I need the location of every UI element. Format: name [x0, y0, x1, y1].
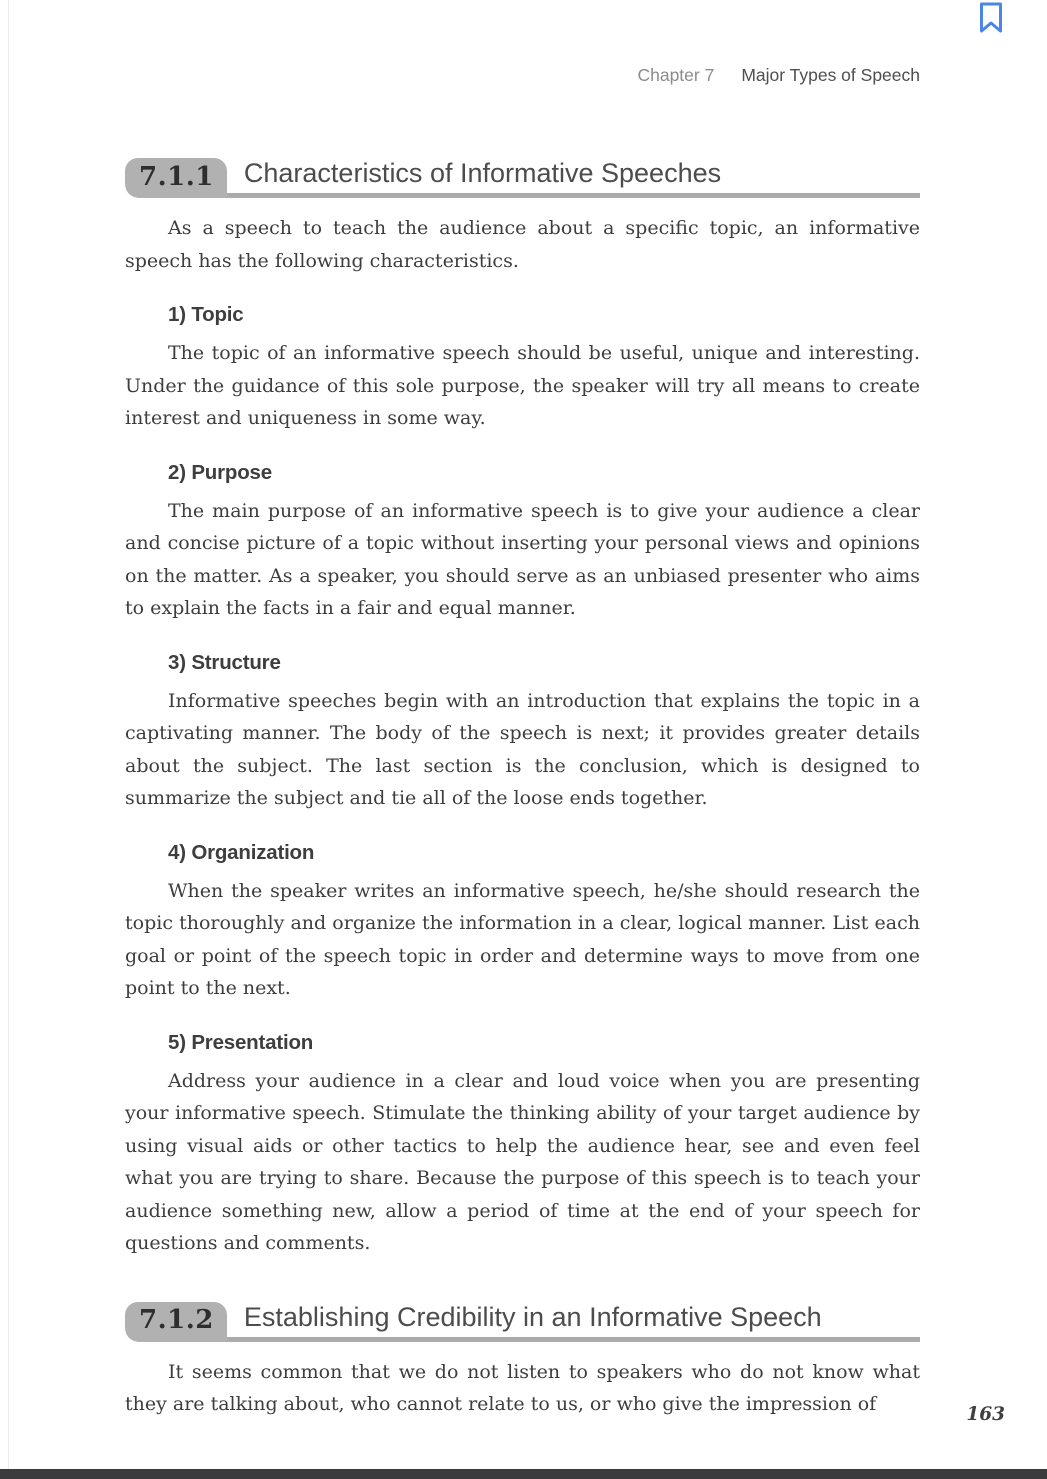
- section-title: Establishing Credibility in an Informative Speech: [243, 1301, 822, 1332]
- heading-underline: [203, 1337, 920, 1342]
- subsection-paragraph-presentation: Address your audience in a clear and loud voice when you are presenting your informative speech. Stimulate the thinking ability of your target audience by using visual aids or other tactics to help the audience hear, see and even feel what you are trying to share. Because the purpose of this speech is to teach your audience something new, allow a period of time at the end of your speech for questions and comments.: [125, 1069, 920, 1254]
- chapter-label: Chapter 7: [637, 65, 715, 85]
- subsection-paragraph-purpose: The main purpose of an informative speech is to give your audience a clear and concise picture of a topic without inserting your personal views and opinions on the matter. As a speaker, you should serve as an unbiased presenter who aims to explain the facts in a fair and equal manner.: [125, 499, 920, 619]
- subsection-heading-organization: 4) Organization: [168, 840, 315, 864]
- section-number-badge: 7.1.2: [125, 1302, 227, 1342]
- page-edge-line: [8, 0, 9, 1479]
- section-heading-7-1-1: [125, 158, 920, 198]
- section-intro-paragraph: As a speech to teach the audience about a specific topic, an informative speech has the following characteristics.: [125, 217, 920, 272]
- page-number: 163: [966, 1404, 1005, 1425]
- subsection-paragraph-organization: When the speaker writes an informative speech, he/she should research the topic thoroughly and organize the information in a clear, logical manner. List each goal or point of the speech topic in order and determine ways to move from one point to the next.: [125, 879, 920, 999]
- bottom-bar: [0, 1469, 1047, 1479]
- subsection-heading-topic: 1) Topic: [168, 303, 244, 326]
- section-intro-paragraph: It seems common that we do not listen to speakers who do not know what they are talking about, who cannot relate to us, or who give the impression of: [125, 1360, 920, 1415]
- subsection-heading-structure: 3) Structure: [168, 650, 281, 674]
- heading-underline: [203, 193, 920, 198]
- subsection-heading-presentation: 5) Presentation: [168, 1030, 314, 1054]
- chapter-title: Major Types of Speech: [741, 65, 920, 85]
- subsection-paragraph-structure: Informative speeches begin with an introduction that explains the topic in a captivating manner. The body of the speech is next; it provides greater details about the subject. The last section is the conclusion, which is designed to summarize the subject and tie all of the loose ends together.: [125, 689, 920, 809]
- section-number-badge: 7.1.1: [125, 158, 227, 198]
- running-header: [125, 0, 920, 86]
- subsection-paragraph-topic: The topic of an informative speech should be useful, unique and interesting. Under the guidance of this sole purpose, the speaker will try all means to create interest and uniqueness in some way.: [125, 342, 920, 429]
- bookmark-icon[interactable]: [978, 2, 1004, 33]
- subsection-heading-purpose: 2) Purpose: [168, 460, 272, 484]
- section-title: Characteristics of Informative Speeches: [243, 158, 722, 188]
- section-heading-7-1-2: [125, 1302, 920, 1342]
